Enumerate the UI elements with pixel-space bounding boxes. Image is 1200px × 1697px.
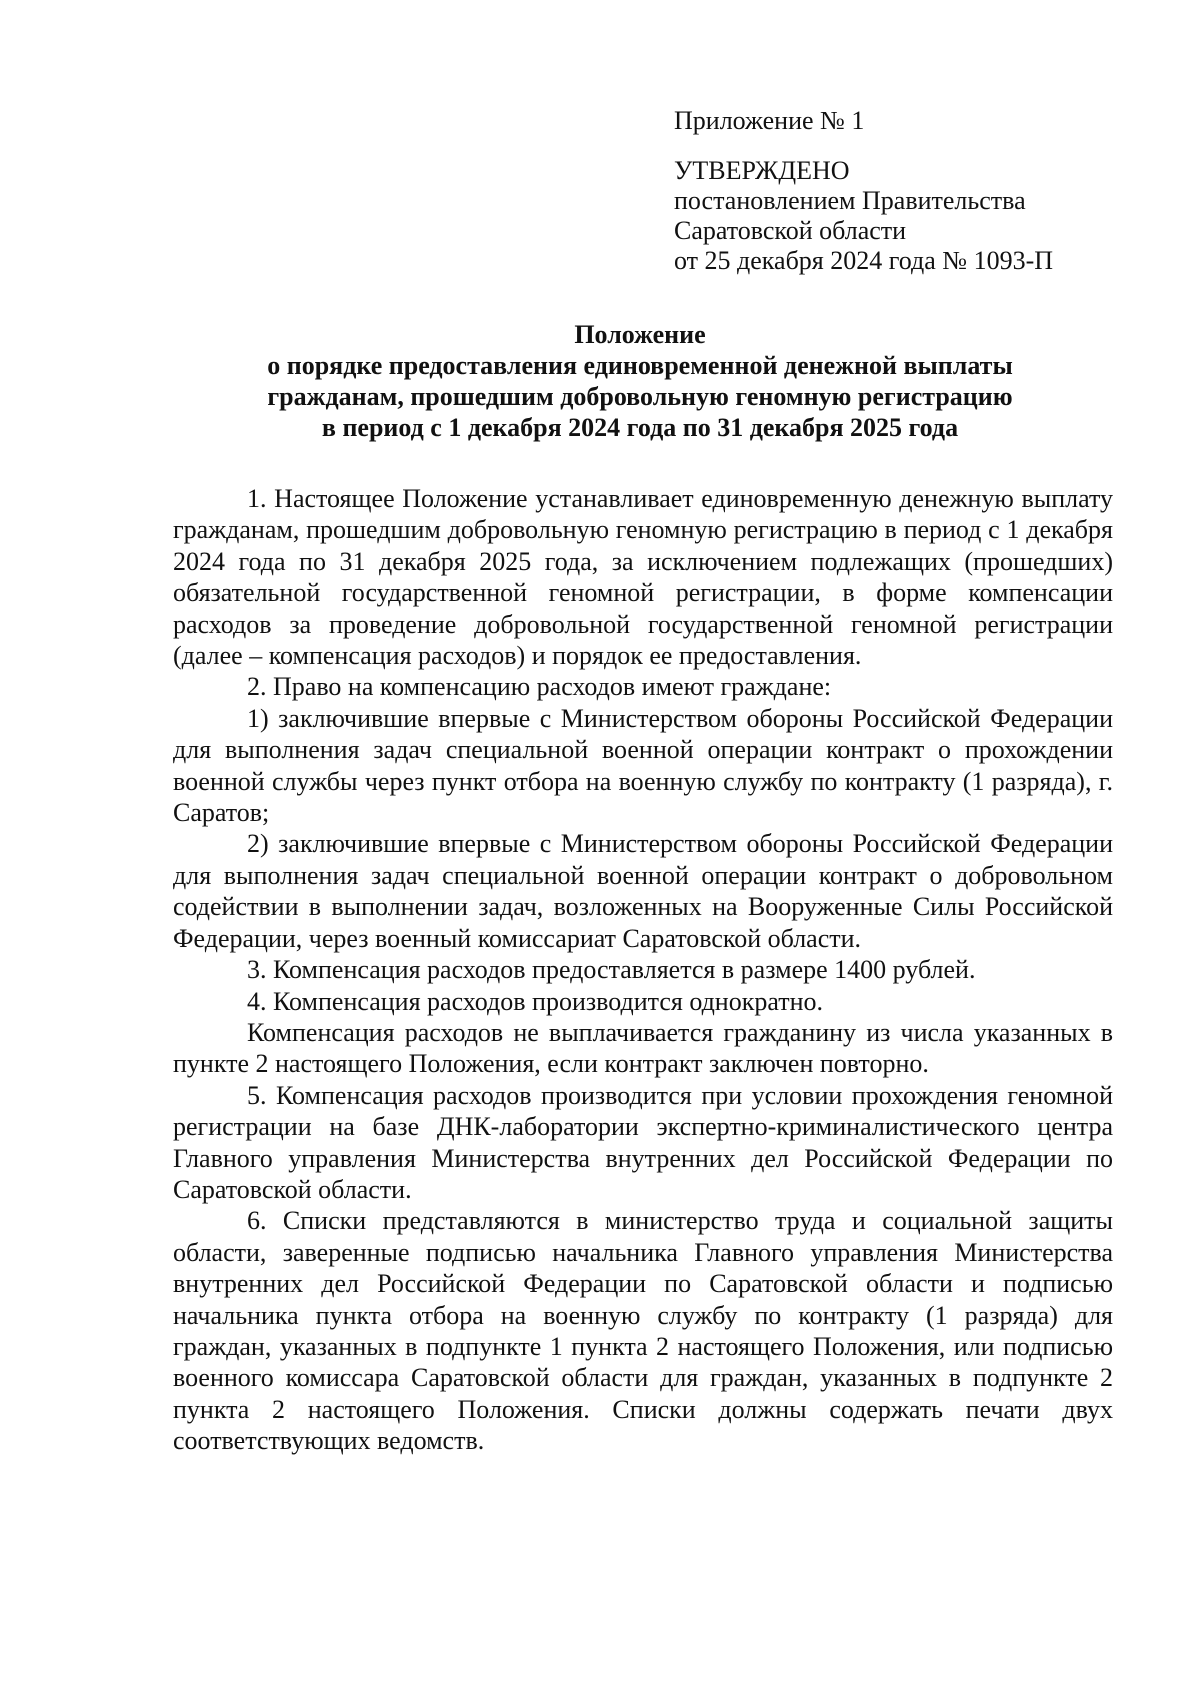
approval-date-line: от 25 декабря 2024 года № 1093-П bbox=[674, 246, 1054, 275]
title-line-1: Положение bbox=[574, 320, 706, 349]
title-line-4: в период с 1 декабря 2024 года по 31 декабря 2025 года bbox=[321, 413, 959, 442]
document-title bbox=[160, 319, 1120, 443]
approval-block bbox=[674, 106, 1154, 276]
document-body bbox=[173, 483, 1113, 1457]
paragraph-2: 2. Право на компенсацию расходов имеют граждане: bbox=[247, 672, 832, 702]
approval-decree-line: постановлением Правительства bbox=[674, 186, 1026, 215]
title-line-3: гражданам, прошедшим добровольную геномную регистрацию bbox=[267, 382, 1013, 411]
paragraph-3: 3. Компенсация расходов предоставляется в размере 1400 рублей. bbox=[247, 955, 976, 985]
title-line-2: о порядке предоставления единовременной денежной выплаты bbox=[267, 351, 1013, 380]
paragraph-5: 5. Компенсация расходов производится при условии прохождения геномной регистрации на базе ДНК-лаборатории экспертно-криминалистического центра Главного управления Министерства внутренних дел Российской Федерации по Саратовской области. bbox=[173, 1080, 1113, 1204]
approved-stamp-label: УТВЕРЖДЕНО bbox=[674, 156, 850, 185]
paragraph-4-note: Компенсация расходов не выплачивается гражданину из числа указанных в пункте 2 настоящего Положения, если контракт заключен повторно. bbox=[173, 1017, 1113, 1079]
annex-number: Приложение № 1 bbox=[674, 106, 865, 135]
paragraph-1: 1. Настоящее Положение устанавливает единовременную денежную выплату гражданам, прошедшим добровольную геномную регистрацию в период с 1 декабря 2024 года по 31 декабря 2025 года, за исключением подлежащих (прошедших) обязательной государственной геномной регистрации, в форме компенсации расходов за проведение добровольной государственной геномной регистрации (далее – компенсация расходов) и порядок ее предоставления. bbox=[173, 484, 1113, 671]
paragraph-2-item-2: 2) заключившие впервые с Министерством обороны Российской Федерации для выполнения задач специальной военной операции контракт о добровольном содействии в выполнении задач, возложенных на Вооруженные Силы Российской Федерации, через военный комиссариат Саратовской области. bbox=[173, 829, 1113, 953]
paragraph-6: 6. Списки представляются в министерство труда и социальной защиты области, заверенные подписью начальника Главного управления Министерства внутренних дел Российской Федерации по Саратовской области и подписью начальника пункта отбора на военную службу по контракту (1 разряда) для граждан, указанных в подпункте 1 пункта 2 настоящего Положения, или подписью военного комиссара Саратовской области для граждан, указанных в подпункте 2 пункта 2 настоящего Положения. Списки должны содержать печати двух соответствующих ведомств. bbox=[173, 1206, 1113, 1456]
paragraph-4: 4. Компенсация расходов производится однократно. bbox=[247, 986, 823, 1016]
approval-region-line: Саратовской области bbox=[674, 216, 907, 245]
paragraph-2-item-1: 1) заключившие впервые с Министерством обороны Российской Федерации для выполнения задач специальной военной операции контракт о прохождении военной службы через пункт отбора на военную службу по контракту (1 разряда), г. Саратов; bbox=[173, 703, 1113, 828]
